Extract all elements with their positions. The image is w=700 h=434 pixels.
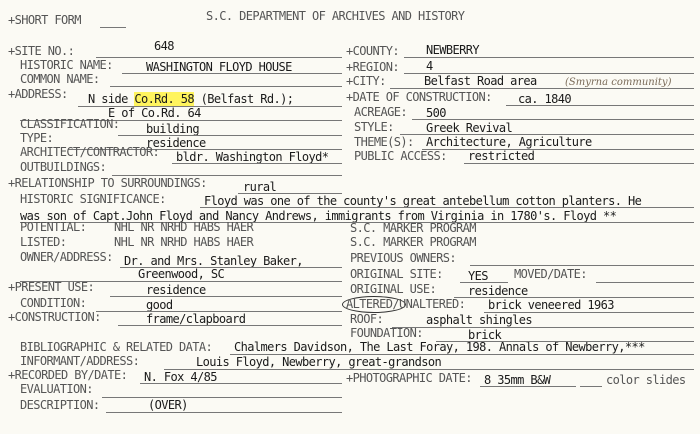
- owner-line-1: Dr. and Mrs. Stanley Baker,: [124, 254, 303, 268]
- construction-value: frame/clapboard: [146, 312, 246, 326]
- evaluation-line: [102, 397, 342, 398]
- roof-line: [392, 327, 694, 328]
- original-site-line: [460, 282, 508, 283]
- acreage-value: 500: [426, 106, 446, 120]
- access-value: restricted: [468, 149, 535, 163]
- acreage-line: [412, 119, 694, 120]
- significance-rule-1: [200, 207, 694, 208]
- city-line: [390, 88, 694, 89]
- moved-date-label: MOVED/DATE:: [514, 267, 587, 281]
- listed-designations: NHL NR NRHD HABS HAER: [114, 235, 254, 249]
- photo-date-label: +PHOTOGRAPHIC DATE:: [346, 371, 472, 385]
- historic-name-label: HISTORIC NAME:: [20, 58, 113, 72]
- original-use-label: ORIGINAL USE:: [350, 282, 437, 296]
- foundation-label: FOUNDATION:: [350, 326, 423, 340]
- informant-value: Louis Floyd, Newberry, great-grandson: [196, 355, 442, 369]
- date-label: +DATE OF CONSTRUCTION:: [346, 90, 492, 104]
- address-part-1: N side: [88, 92, 135, 106]
- short-form-line: [100, 27, 126, 28]
- biblio-value: Chalmers Davidson, The Last Foray, 198. Annals of Newberry,***: [234, 340, 645, 354]
- historic-name-value: WASHINGTON FLOYD HOUSE: [146, 60, 292, 74]
- architect-value: bldr. Washington Floyd*: [176, 150, 329, 164]
- access-line: [464, 163, 694, 164]
- description-label: DESCRIPTION:: [20, 398, 100, 412]
- acreage-label: ACREAGE:: [354, 105, 407, 119]
- region-label: +REGION:: [346, 60, 399, 74]
- common-name-line: [110, 86, 342, 87]
- present-use-label: +PRESENT USE:: [8, 280, 95, 294]
- informant-line: [164, 369, 694, 370]
- style-label: STYLE:: [354, 120, 394, 134]
- altered-value: brick veneered 1963: [488, 298, 614, 312]
- present-use-line: [110, 296, 342, 297]
- roof-label: ROOF:: [350, 312, 384, 326]
- informant-label: INFORMANT/ADDRESS:: [20, 354, 140, 368]
- city-handwritten-note: (Smyrna community): [565, 77, 672, 88]
- classification-label: CLASSIFICATION:: [20, 117, 120, 131]
- evaluation-label: EVALUATION:: [20, 382, 93, 396]
- date-value: ca. 1840: [518, 92, 571, 106]
- construction-line: [118, 325, 342, 326]
- relationship-label: +RELATIONSHIP TO SURROUNDINGS:: [8, 176, 207, 190]
- department-heading: S.C. DEPARTMENT OF ARCHIVES AND HISTORY: [206, 9, 465, 23]
- architect-line: [172, 163, 342, 164]
- original-use-value: residence: [468, 284, 528, 298]
- address-line-2: E of Co.Rd. 64: [108, 106, 201, 120]
- address-line-1: [88, 93, 293, 106]
- significance-line-1: Floyd was one of the county's great antebellum cotton planters. He: [204, 194, 642, 208]
- themes-line: [422, 149, 694, 150]
- photo-date-value: 8 35mm B&W: [484, 373, 551, 387]
- description-value: (OVER): [148, 398, 188, 412]
- common-name-label: COMMON NAME:: [20, 72, 100, 86]
- significance-line-2: was son of Capt.John Floyd and Nancy Andrews, immigrants from Virginia in 1780's. Floyd **: [20, 209, 617, 223]
- color-slides-line: [580, 386, 602, 387]
- themes-label: THEME(S):: [354, 135, 414, 149]
- recorded-line: [140, 383, 342, 384]
- construction-label: +CONSTRUCTION:: [8, 310, 101, 324]
- marker-program-1: S.C. MARKER PROGRAM: [350, 221, 476, 235]
- significance-label: HISTORIC SIGNIFICANCE:: [20, 192, 166, 206]
- recorded-label: +RECORDED BY/DATE:: [8, 368, 128, 382]
- biblio-label: BIBLIOGRAPHIC & RELATED DATA:: [20, 340, 213, 354]
- potential-designations: NHL NR NRHD HABS HAER: [114, 220, 254, 234]
- county-label: +COUNTY:: [346, 44, 399, 58]
- region-value: 4: [426, 59, 433, 73]
- original-site-label: ORIGINAL SITE:: [350, 267, 443, 281]
- address-label: +ADDRESS:: [8, 87, 68, 101]
- site-no-label: +SITE NO.:: [8, 44, 75, 58]
- site-no-line: [96, 57, 342, 58]
- description-line: [106, 412, 342, 413]
- architect-label: ARCHITECT/CONTRACTOR:: [20, 145, 160, 159]
- city-label: +CITY:: [346, 74, 386, 88]
- historic-name-line: [122, 73, 342, 74]
- foundation-line: [436, 341, 694, 342]
- site-no-value: 648: [154, 39, 174, 53]
- owner-label: OWNER/ADDRESS:: [20, 250, 113, 264]
- original-site-value: YES: [468, 269, 488, 283]
- address-highlight: Co.Rd. 58: [134, 92, 194, 106]
- county-value: NEWBERRY: [426, 43, 479, 57]
- listed-label: LISTED:: [20, 235, 67, 249]
- marker-program-2: S.C. MARKER PROGRAM: [350, 235, 476, 249]
- type-label: TYPE:: [20, 131, 54, 145]
- access-label: PUBLIC ACCESS:: [354, 149, 447, 163]
- photo-date-line: [480, 386, 576, 387]
- outbuildings-label: OUTBUILDINGS:: [20, 160, 107, 174]
- owner-line-2: Greenwood, SC: [138, 267, 225, 281]
- county-line: [404, 57, 694, 58]
- relationship-value: rural: [243, 180, 277, 194]
- address-part-2: (Belfast Rd.);: [194, 92, 294, 106]
- classification-value: building: [146, 122, 199, 136]
- altered-label: ALTERED/UNALTERED:: [346, 297, 466, 311]
- type-value: residence: [146, 136, 206, 150]
- recorded-value: N. Fox 4/85: [144, 370, 217, 384]
- condition-label: CONDITION:: [20, 296, 87, 310]
- potential-label: POTENTIAL:: [20, 220, 87, 234]
- short-form-label: +SHORT FORM: [8, 13, 81, 27]
- previous-owners-line: [470, 265, 694, 266]
- color-slides-label: color slides: [606, 373, 686, 387]
- foundation-value: brick: [468, 328, 502, 342]
- city-value: Belfast Road area: [424, 74, 537, 88]
- roof-value: asphalt shingles: [426, 313, 532, 327]
- present-use-value: residence: [146, 283, 206, 297]
- moved-date-line: [596, 282, 694, 283]
- style-value: Greek Revival: [426, 121, 513, 135]
- previous-owners-label: PREVIOUS OWNERS:: [350, 251, 456, 265]
- date-line: [506, 105, 694, 106]
- condition-value: good: [146, 298, 173, 312]
- themes-value: Architecture, Agriculture: [426, 135, 592, 149]
